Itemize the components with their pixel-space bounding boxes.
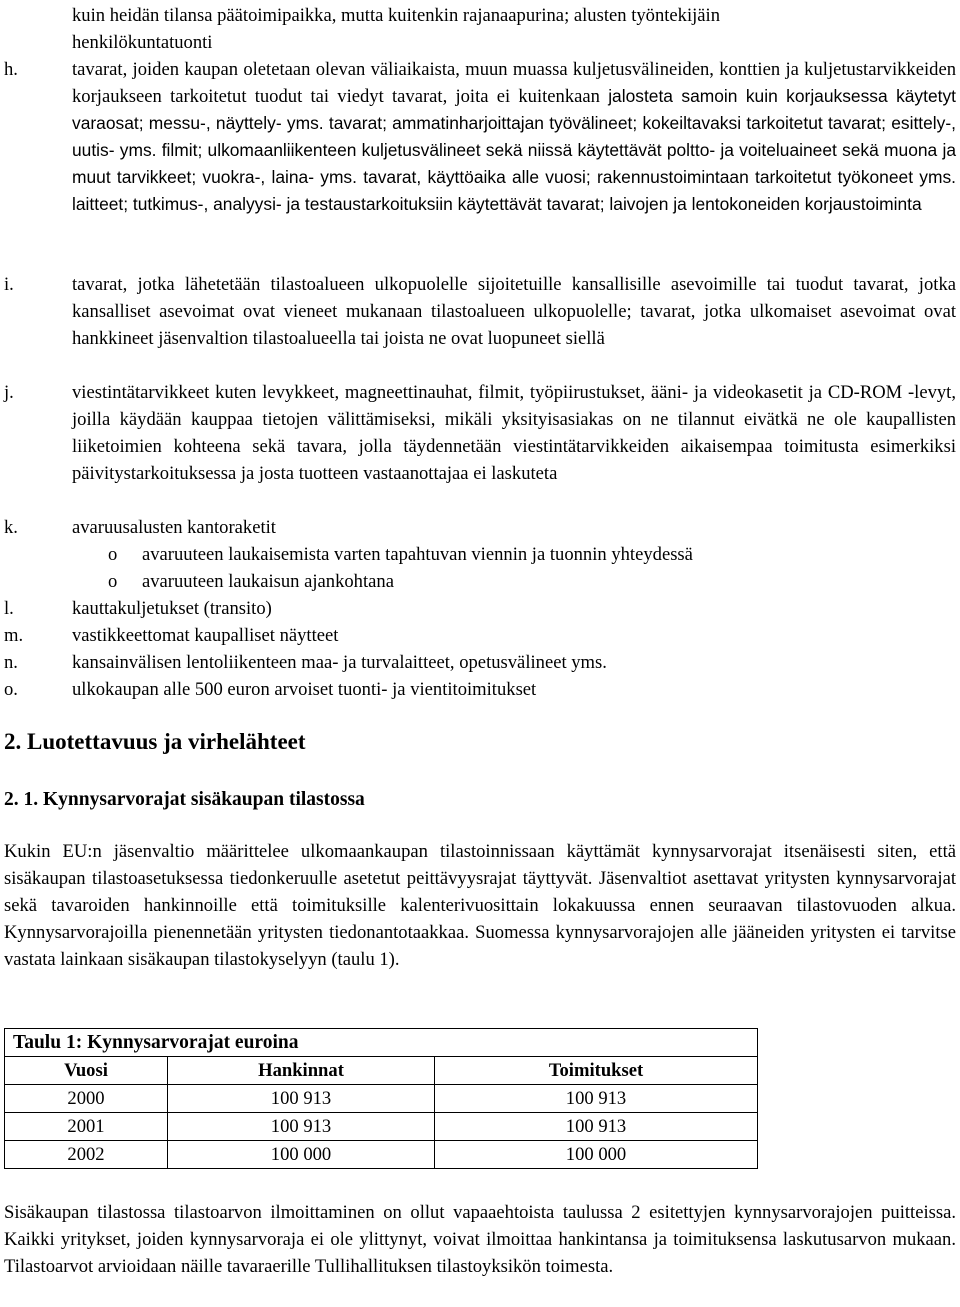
paragraph: Sisäkaupan tilastossa tilastoarvon ilmoittaminen on ollut vapaaehtoista taulussa 2 esitettyjen kynnysarvorajojen puitteissa. Kaikki yritykset, joiden kynnysarvoraja ei ole ylittynyt, voivat ilmoittaa hankintansa ja toimituksensa laskutusarvon mukaan. Tilastoarvot arvioidaan näille tavaraerille Tullihallituksen tilastoyksikön toimesta. [4,1202,956,1277]
column-header: Toimitukset [435,1057,758,1085]
continuation-text [72,2,956,56]
list-text: kauttakuljetukset (transito) [72,598,272,619]
threshold-table [4,1028,758,1169]
table-cell: 2002 [5,1141,168,1169]
list-label: n. [4,652,18,673]
table-row [5,1085,758,1113]
list-text-serif: tavarat, joiden kaupan oletetaan olevan väliaikaista, muun muassa kuljetusvälineiden, konttien ja kuljetustarvikkeiden korjaukseen tarkoitetut tuodut tai viedyt tavarat, joita ei kuitenkaan [72,59,956,107]
list-label: j. [4,382,14,403]
bullet-o: o [108,544,118,565]
table-cell: 100 000 [168,1141,435,1169]
list-label: m. [4,625,24,646]
list-label: i. [4,274,14,295]
sub-list-text: avaruuteen laukaisemista varten tapahtuvan viennin ja tuonnin yhteydessä [142,544,693,565]
sub-list-text: avaruuteen laukaisun ajankohtana [142,571,394,592]
paragraph: Kukin EU:n jäsenvaltio määrittelee ulkomaankaupan tilastoinnissaan käyttämät kynnysarvorajat itsenäisesti siten, että sisäkaupan tilastoasetuksessa tiedonkeruulle asetetut peittävyysrajat täyttyvät. Jäsenvaltiot asettavat yritysten kynnysarvorajat sekä tavaroiden hankinnoille että toimituksille kalenterivuosittain lokakuussa ennen seuraavan tilastovuoden alkua. Kynnysarvorajoilla pienennetään yritysten tiedonantotaakkaa. Suomessa kynnysarvorajojen alle jääneiden yritysten ei tarvitse vastata lainkaan sisäkaupan tilastokyselyyn (taulu 1). [4,841,956,970]
table-cell: 100 913 [168,1085,435,1113]
table-cell: 100 913 [435,1085,758,1113]
table-caption-row [5,1029,758,1057]
subsection-heading: 2. 1. Kynnysarvorajat sisäkaupan tilastossa [4,789,365,810]
list-text: avaruusalusten kantoraketit [72,517,276,538]
list-text: viestintätarvikkeet kuten levykkeet, magneettinauhat, filmit, työpiirustukset, ääni- ja videokasetit ja CD-ROM -levyt, joilla käydään kauppaa tietojen välittämiseksi, mikäli yksityisasiakas on ne tilannut eivätkä ne ole kaupallisten liiketoimien kohteena sekä tavara, jolla täydennetään viestintätarvikkeiden aikaisempaa toimitusta esimerkiksi päivitystarkoituksessa ja josta tuotteen vastaanottajaa ei laskuteta [72,382,956,484]
table-row [5,1141,758,1169]
list-text: vastikkeettomat kaupalliset näytteet [72,625,339,646]
list-label: k. [4,517,18,538]
table-cell: 2001 [5,1113,168,1141]
continuation-line: henkilökuntatuonti [72,32,213,53]
list-label: h. [4,59,18,80]
section-heading: 2. Luotettavuus ja virhelähteet [4,729,306,754]
table-cell: 100 913 [168,1113,435,1141]
column-header: Hankinnat [168,1057,435,1085]
table-row [5,1113,758,1141]
list-text [72,56,956,218]
list-text-sans: jalosteta samoin kuin korjauksessa käytetyt varaosat; messu-, näyttely- yms. tavarat; ammatinharjoittajan työvälineet; kokeiltavaksi tarkoitetut tavarat; esittely-, uutis- yms. filmit; ulkomaanliikenteen kuljetusvälineet sekä niissä käytettävät poltto- ja voiteluaineet sekä muona ja muut tarvikkeet; vuokra-, laina- yms. tavarat, käyttöaika alle vuosi; rakennustoimintaan tarkoitetut työkoneet yms. laitteet; tutkimus-, analyysi- ja testaustarkoituksiin käytettävät tavarat; laivojen ja lentokoneiden korjaustoiminta [72,86,956,214]
table-cell: 2000 [5,1085,168,1113]
continuation-line: kuin heidän tilansa päätoimipaikka, mutta kuitenkin rajanaapurina; alusten työntekijäin [72,5,721,26]
list-label: o. [4,679,18,700]
table-cell: 100 000 [435,1141,758,1169]
list-label: l. [4,598,14,619]
column-header: Vuosi [5,1057,168,1085]
list-text: ulkokaupan alle 500 euron arvoiset tuonti- ja vientitoimitukset [72,679,537,700]
table-caption: Taulu 1: Kynnysarvorajat euroina [5,1029,758,1057]
table-cell: 100 913 [435,1113,758,1141]
list-text: kansainvälisen lentoliikenteen maa- ja turvalaitteet, opetusvälineet yms. [72,652,607,673]
bullet-o: o [108,571,118,592]
list-text: tavarat, jotka lähetetään tilastoalueen ulkopuolelle sijoitetuille kansallisille asevoimille tai tuodut tavarat, jotka kansalliset asevoimat ovat vieneet mukanaan tilastoalueen ulkopuolelle; tavarat, jotka ulkomaiset asevoimat ovat hankkineet jäsenvaltion tilastoalueella tai joista ne ovat luopuneet siellä [72,274,956,349]
table-header-row [5,1057,758,1085]
